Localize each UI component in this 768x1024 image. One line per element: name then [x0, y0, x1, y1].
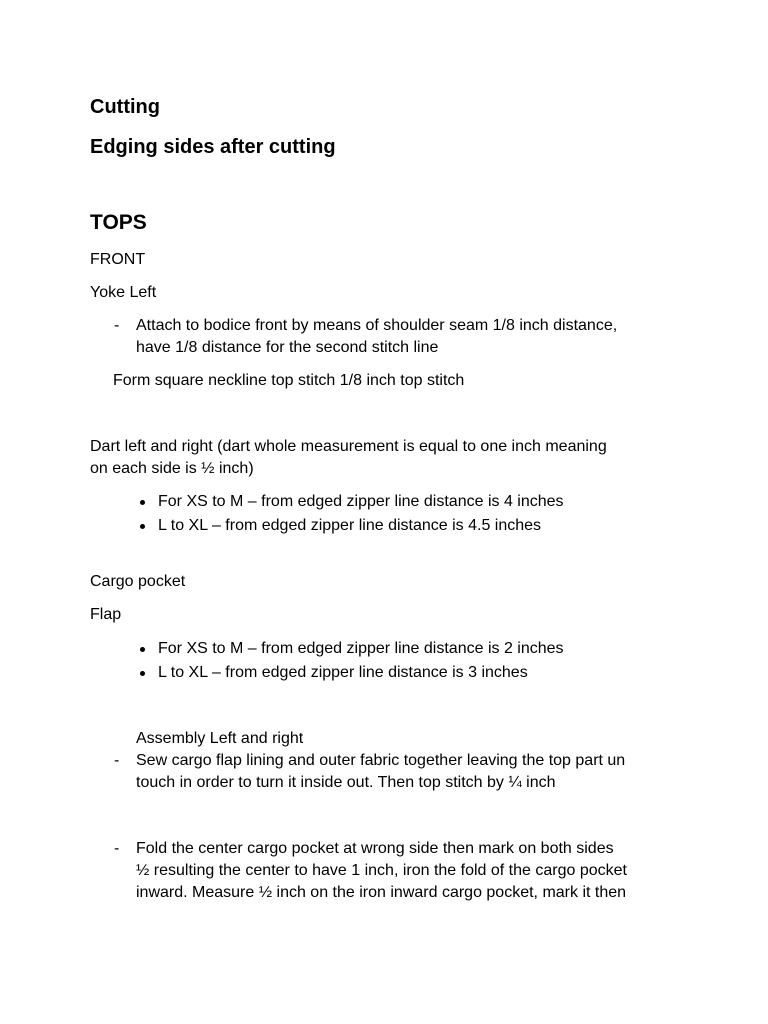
- flap-bullet-2: L to XL – from edged zipper line distance is 3 inches: [158, 664, 528, 681]
- heading-cutting: Cutting: [90, 96, 160, 118]
- heading-tops: TOPS: [90, 211, 147, 234]
- yoke-item-line1: Attach to bodice front by means of shoulder seam 1/8 inch distance,: [136, 317, 618, 334]
- heading-edging: Edging sides after cutting: [90, 136, 336, 158]
- assembly-line2: touch in order to turn it inside out. Then top stitch by ¼ inch: [136, 774, 556, 791]
- dart-line1: Dart left and right (dart whole measurement is equal to one inch meaning: [90, 438, 607, 455]
- label-flap: Flap: [90, 606, 122, 623]
- yoke-note: Form square neckline top stitch 1/8 inch top stitch: [113, 372, 465, 389]
- label-yoke-left: Yoke Left: [90, 284, 157, 301]
- bullet-icon: [140, 524, 145, 529]
- fold-line1: Fold the center cargo pocket at wrong side then mark on both sides: [136, 840, 614, 857]
- fold-line2: ½ resulting the center to have 1 inch, iron the fold of the cargo pocket: [136, 862, 627, 879]
- label-cargo-pocket: Cargo pocket: [90, 573, 186, 590]
- bullet-icon: [140, 671, 145, 676]
- assembly-line1: Sew cargo flap lining and outer fabric together leaving the top part un: [136, 752, 626, 769]
- dash-marker: -: [114, 317, 120, 334]
- yoke-item-line2: have 1/8 distance for the second stitch line: [136, 339, 439, 356]
- dart-bullet-1: For XS to M – from edged zipper line distance is 4 inches: [158, 493, 564, 510]
- fold-line3: inward. Measure ½ inch on the iron inward cargo pocket, mark it then: [136, 884, 627, 901]
- dart-line2: on each side is ½ inch): [90, 460, 254, 477]
- dash-marker: -: [114, 752, 120, 769]
- dash-marker: -: [114, 840, 120, 857]
- label-front: FRONT: [90, 251, 146, 268]
- flap-bullet-1: For XS to M – from edged zipper line distance is 2 inches: [158, 640, 564, 657]
- bullet-icon: [140, 647, 145, 652]
- dart-bullet-2: L to XL – from edged zipper line distance is 4.5 inches: [158, 517, 542, 534]
- bullet-icon: [140, 500, 145, 505]
- label-assembly: Assembly Left and right: [136, 730, 304, 747]
